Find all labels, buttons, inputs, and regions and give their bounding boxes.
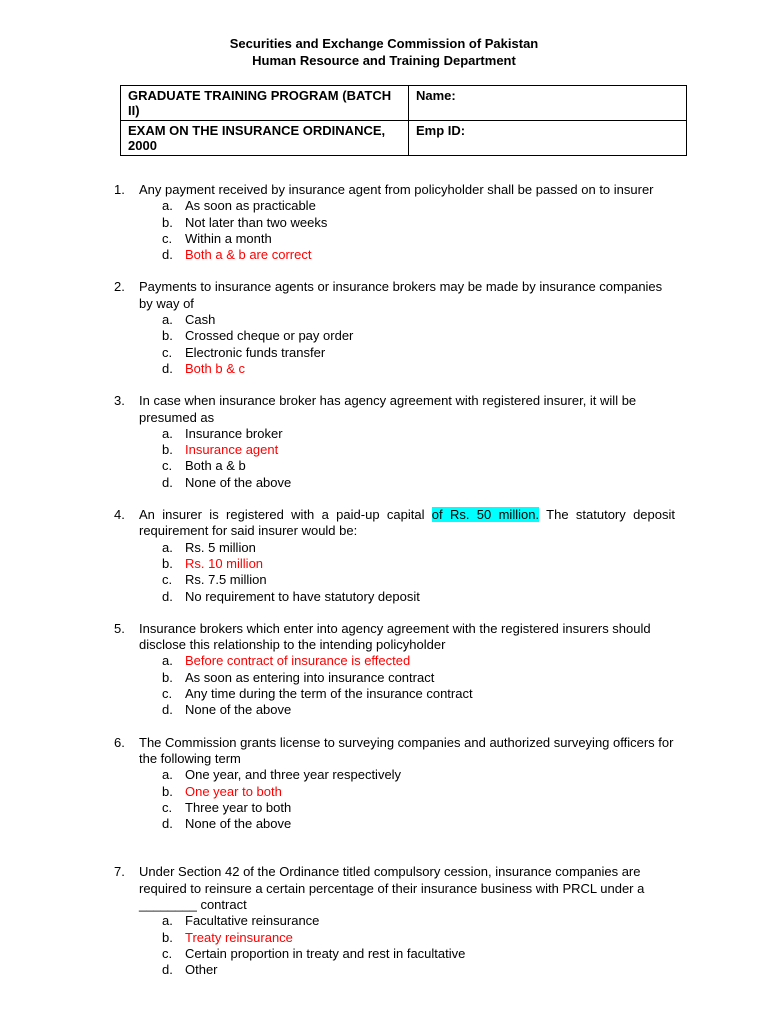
- program-cell: GRADUATE TRAINING PROGRAM (BATCH II): [121, 86, 409, 121]
- question-text: Insurance brokers which enter into agency agreement with the registered insurers should disclose this relationship to the intending policyholder: [139, 620, 651, 653]
- department-title: Human Resource and Training Department: [252, 53, 516, 68]
- option-d: [139, 475, 768, 491]
- option-text: Rs. 10 million: [185, 555, 264, 571]
- option-letter: b.: [162, 328, 173, 344]
- question-6: [0, 735, 768, 833]
- option-letter: c.: [162, 230, 173, 246]
- question-text: Any payment received by insurance agent from policyholder shall be passed on to insurer: [139, 182, 654, 197]
- question-7: [0, 864, 768, 978]
- option-text: Facultative reinsurance: [185, 913, 320, 929]
- option-letter: d.: [162, 247, 173, 263]
- option-letter: c.: [162, 572, 173, 588]
- option-text: As soon as practicable: [185, 198, 316, 214]
- option-c: [139, 345, 768, 361]
- option-a: [139, 653, 768, 669]
- option-text: One year, and three year respectively: [185, 767, 402, 783]
- option-text: Within a month: [185, 230, 272, 246]
- option-b: [139, 670, 768, 686]
- option-text: None of the above: [185, 702, 292, 718]
- option-text: Electronic funds transfer: [185, 344, 326, 360]
- option-letter: c.: [162, 799, 173, 815]
- option-letter: a.: [162, 539, 173, 555]
- option-b: [139, 215, 768, 231]
- highlighted-text: of Rs. 50 million.: [431, 507, 540, 523]
- option-b: [139, 930, 768, 946]
- option-letter: c.: [162, 458, 173, 474]
- option-c: [139, 946, 768, 962]
- option-text: As soon as entering into insurance contract: [185, 669, 435, 685]
- question-number: 3.: [114, 393, 125, 409]
- option-b: [139, 784, 768, 800]
- option-letter: a.: [162, 312, 173, 328]
- option-d: [139, 962, 768, 978]
- question-5: [0, 621, 768, 719]
- option-letter: c.: [162, 686, 173, 702]
- option-c: [139, 686, 768, 702]
- question-text-start: An insurer is registered with a paid-up capital: [139, 507, 432, 523]
- option-text: Not later than two weeks: [185, 214, 328, 230]
- exam-title-cell: EXAM ON THE INSURANCE ORDINANCE, 2000: [121, 121, 409, 156]
- question-4: [0, 507, 768, 605]
- option-text: Insurance broker: [185, 425, 283, 441]
- question-number: 2.: [114, 279, 125, 295]
- organization-title: Securities and Exchange Commission of Pakistan: [229, 36, 539, 51]
- option-d: [139, 816, 768, 832]
- option-letter: a.: [162, 913, 173, 929]
- option-text: One year to both: [185, 783, 282, 799]
- option-letter: d.: [162, 816, 173, 832]
- option-b: [139, 442, 768, 458]
- question-number: 1.: [114, 182, 125, 197]
- option-letter: d.: [162, 702, 173, 718]
- question-1: [0, 182, 768, 263]
- option-letter: a.: [162, 653, 173, 669]
- option-letter: b.: [162, 669, 173, 685]
- option-text: Both a & b are correct: [185, 247, 312, 263]
- option-d: [139, 361, 768, 377]
- option-text: Both b & c: [185, 360, 245, 376]
- option-letter: b.: [162, 442, 173, 458]
- question-text: The Commission grants license to surveying companies and authorized surveying officers for the following term: [139, 734, 674, 766]
- option-letter: b.: [162, 929, 173, 945]
- option-letter: d.: [162, 962, 173, 978]
- option-text: Three year to both: [185, 799, 292, 815]
- option-d: [139, 589, 768, 605]
- option-letter: b.: [162, 555, 173, 571]
- option-letter: b.: [162, 783, 173, 799]
- option-text: Any time during the term of the insurance contract: [185, 686, 473, 702]
- option-letter: a.: [162, 425, 173, 441]
- exam-info-table: [120, 85, 687, 156]
- option-text: Cash: [185, 312, 216, 328]
- option-text: None of the above: [185, 474, 292, 490]
- question-number: 5.: [114, 620, 125, 636]
- option-letter: d.: [162, 474, 173, 490]
- option-letter: c.: [162, 344, 173, 360]
- option-text: Before contract of insurance is effected: [185, 653, 411, 669]
- option-a: [139, 540, 768, 556]
- option-letter: a.: [162, 198, 173, 214]
- option-text: None of the above: [185, 816, 292, 832]
- question-number: 4.: [114, 507, 125, 523]
- question-text-end: The statutory deposit requirement for said insurer would be:: [139, 507, 676, 539]
- question-3: [0, 393, 768, 491]
- option-a: [139, 198, 768, 214]
- option-c: [139, 800, 768, 816]
- option-text: Other: [185, 962, 218, 978]
- option-d: [139, 702, 768, 718]
- option-text: Certain proportion in treaty and rest in facultative: [185, 945, 466, 961]
- question-text: [139, 507, 675, 540]
- option-text: Both a & b: [185, 458, 246, 474]
- option-c: [139, 231, 768, 247]
- option-text: Insurance agent: [185, 442, 279, 458]
- option-c: [139, 572, 768, 588]
- option-b: [139, 556, 768, 572]
- empid-field-cell: Emp ID:: [409, 121, 687, 156]
- option-text: No requirement to have statutory deposit: [185, 588, 420, 604]
- option-a: [139, 312, 768, 328]
- option-letter: d.: [162, 360, 173, 376]
- option-letter: d.: [162, 588, 173, 604]
- option-a: [139, 426, 768, 442]
- name-field-cell: Name:: [409, 86, 687, 121]
- option-text: Rs. 5 million: [185, 539, 256, 555]
- question-text: Payments to insurance agents or insurance brokers may be made by insurance companies by way of: [139, 279, 663, 311]
- question-text: Under Section 42 of the Ordinance titled compulsory cession, insurance companies are required to reinsure a certain percentage of their insurance business with PRCL under a ________ contract: [139, 864, 645, 912]
- question-2: [0, 279, 768, 377]
- option-b: [139, 328, 768, 344]
- option-letter: b.: [162, 214, 173, 230]
- option-letter: a.: [162, 767, 173, 783]
- option-text: Treaty reinsurance: [185, 929, 293, 945]
- option-text: Crossed cheque or pay order: [185, 328, 354, 344]
- document-header: [0, 35, 768, 69]
- option-a: [139, 767, 768, 783]
- option-letter: c.: [162, 945, 173, 961]
- question-number: 7.: [114, 864, 125, 880]
- option-c: [139, 458, 768, 474]
- question-list: [0, 182, 768, 994]
- option-text: Rs. 7.5 million: [185, 572, 267, 588]
- question-text: In case when insurance broker has agency agreement with registered insurer, it will be presumed as: [139, 393, 637, 425]
- option-d: [139, 247, 768, 263]
- question-number: 6.: [114, 734, 125, 750]
- option-a: [139, 913, 768, 929]
